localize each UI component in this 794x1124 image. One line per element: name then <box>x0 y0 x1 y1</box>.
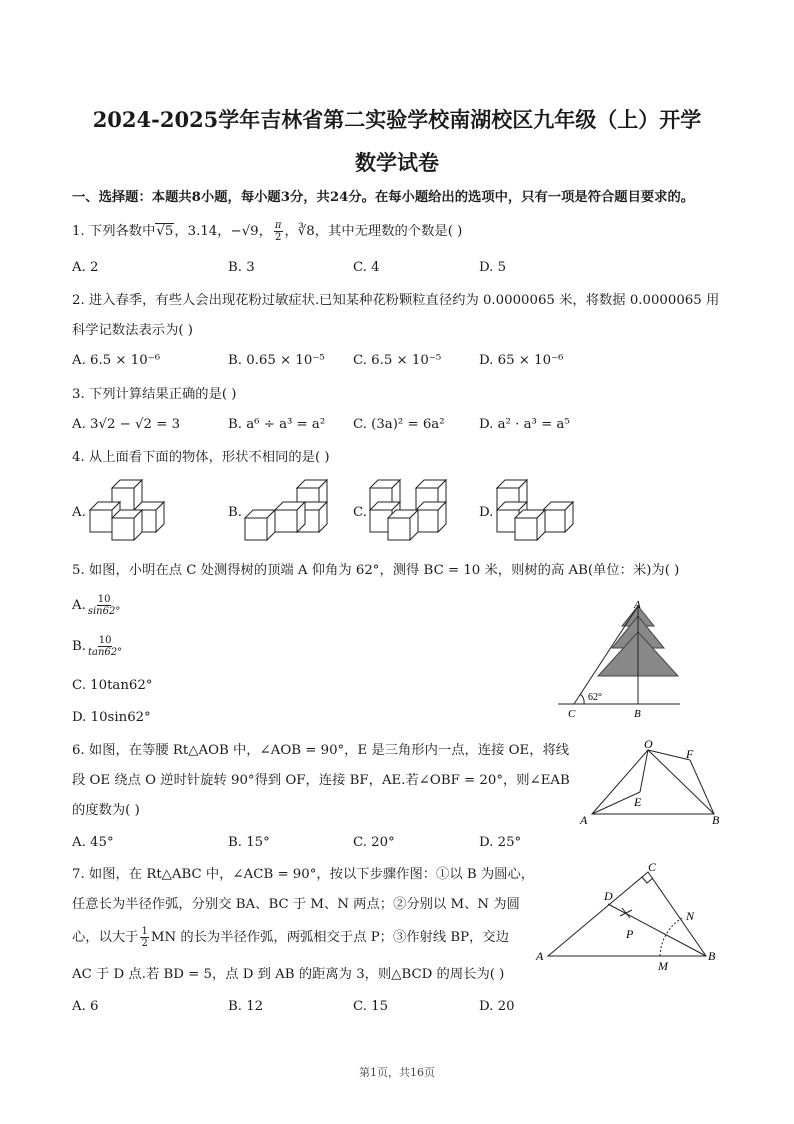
question-4-stem: 4. 从上面看下面的物体，形状不相同的是( ) <box>72 450 330 465</box>
q2-option-d[interactable]: D. 65 × 10⁻⁶ <box>479 353 564 368</box>
q1-option-b[interactable]: B. 3 <box>228 260 255 275</box>
q5-label-a: A <box>634 599 641 611</box>
q7-option-b[interactable]: B. 12 <box>228 999 264 1014</box>
q3-option-b[interactable]: B. a⁶ ÷ a³ = a² <box>228 417 326 432</box>
q7-label-p: P <box>626 927 634 941</box>
page-footer: 第1页，共16页 <box>359 1066 435 1079</box>
question-7-stem-line3: 心，以大于 $\frac{1}{2}$ MN 的长为半径作弧，两弧相交于点 P；③作射线 BP，交边 <box>72 926 509 949</box>
question-7-stem-line1: 7. 如图，在 Rt△ABC 中，∠ACB = 90°，按以下步骤作图：①以 B 为圆心， <box>72 867 535 882</box>
question-7-stem-line2: 任意长为半径作弧，分别交 BA、BC 于 M、N 两点；②分别以 M、N 为圆 <box>72 897 520 912</box>
q3-option-d[interactable]: D. a² · a³ = a⁵ <box>479 417 570 432</box>
question-5-stem: 5. 如图，小明在点 C 处测得树的顶端 A 仰角为 62°，测得 BC = 10 米，则树的高 AB(单位：米)为( ) <box>72 563 680 578</box>
q3-option-c[interactable]: C. (3a)² = 6a² <box>353 417 445 432</box>
q6-option-d[interactable]: D. 25° <box>479 835 522 850</box>
q3-option-a[interactable]: A. 3√2 − √2 = 3 <box>72 417 181 432</box>
q7-triangle-figure <box>530 860 730 976</box>
q6-label-a: A <box>580 813 588 827</box>
question-2-stem-line1: 2. 进入春季，有些人会出现花粉过敏症状.已知某种花粉颗粒直径约为 0.0000065 米，将数据 0.0000065 用 <box>72 293 720 308</box>
q6-option-a[interactable]: A. 45° <box>72 835 114 850</box>
q4-option-c-label[interactable]: C. <box>353 505 367 520</box>
q7-label-n: N <box>686 909 695 923</box>
q7-option-a[interactable]: A. 6 <box>72 999 99 1014</box>
q5-option-a[interactable]: A. $\frac{10}{\sin 62^\circ}$ <box>72 594 121 617</box>
q4-option-b-label[interactable]: B. <box>228 505 242 520</box>
question-2-stem-line2: 科学记数法表示为( ) <box>72 323 193 338</box>
question-1-stem: 1. 下列各数中√5，3.14，−√9， $\frac{\pi}{2}$ ，∛8，其中无理数的个数是( ) <box>72 220 463 243</box>
q2-option-b[interactable]: B. 0.65 × 10⁻⁵ <box>228 353 325 368</box>
q7-option-d[interactable]: D. 20 <box>479 999 515 1014</box>
q7-label-b: B <box>708 949 716 963</box>
q5-option-c[interactable]: C. 10tan62° <box>72 678 153 693</box>
page-subtitle: 数学试卷 <box>355 150 439 175</box>
q7-option-c[interactable]: C. 15 <box>353 999 389 1014</box>
q1-option-d[interactable]: D. 5 <box>479 260 507 275</box>
q4-figure-d <box>497 480 573 540</box>
page-title: 2024-2025学年吉林省第二实验学校南湖校区九年级（上）开学 <box>92 107 702 132</box>
question-6-stem-line3: 的度数为( ) <box>72 803 140 818</box>
q7-label-a: A <box>536 949 544 963</box>
q6-option-b[interactable]: B. 15° <box>228 835 270 850</box>
q6-triangle-figure <box>570 736 730 830</box>
q5-angle-label: 62° <box>588 692 602 703</box>
q5-option-d[interactable]: D. 10sin62° <box>72 710 151 725</box>
q6-label-o: O <box>644 737 653 751</box>
q4-figure-a <box>90 480 164 540</box>
q2-option-c[interactable]: C. 6.5 × 10⁻⁵ <box>353 353 442 368</box>
q1-option-a[interactable]: A. 2 <box>72 260 99 275</box>
question-6-stem-line1: 6. 如图，在等腰 Rt△AOB 中，∠AOB = 90°，E 是三角形内一点，连接 OE，将线 <box>72 743 570 758</box>
q4-cube-figures <box>0 470 794 550</box>
q1-option-c[interactable]: C. 4 <box>353 260 380 275</box>
q6-label-e: E <box>634 795 642 809</box>
question-6-stem-line2: 段 OE 绕点 O 逆时针旋转 90°得到 OF，连接 BF，AE.若∠OBF = 20°，则∠EAB <box>72 773 570 788</box>
q2-option-a[interactable]: A. 6.5 × 10⁻⁶ <box>72 353 161 368</box>
q4-option-a-label[interactable]: A. <box>72 505 86 520</box>
q4-figure-b <box>245 480 327 540</box>
q7-label-m: M <box>658 959 668 973</box>
q6-label-b: B <box>712 813 720 827</box>
q7-label-d: D <box>604 889 613 903</box>
q4-option-d-label[interactable]: D. <box>479 505 494 520</box>
q5-label-c: C <box>568 708 576 720</box>
section-heading: 一、选择题：本题共8小题，每小题3分，共24分。在每小题给出的选项中，只有一项是符合题目要求的。 <box>72 190 695 205</box>
q7-label-c: C <box>648 860 657 874</box>
q6-label-f: F <box>686 747 694 761</box>
q5-tree-figure <box>550 598 690 722</box>
question-3-stem: 3. 下列计算结果正确的是( ) <box>72 387 237 402</box>
q6-option-c[interactable]: C. 20° <box>353 835 395 850</box>
q5-option-b[interactable]: B. $\frac{10}{\tan 62^\circ}$ <box>72 635 123 658</box>
q5-label-b: B <box>634 708 641 720</box>
question-7-stem-line4: AC 于 D 点.若 BD = 5，点 D 到 AB 的距离为 3，则△BCD 的周长为( ) <box>72 967 505 982</box>
q4-figure-c <box>370 480 446 540</box>
